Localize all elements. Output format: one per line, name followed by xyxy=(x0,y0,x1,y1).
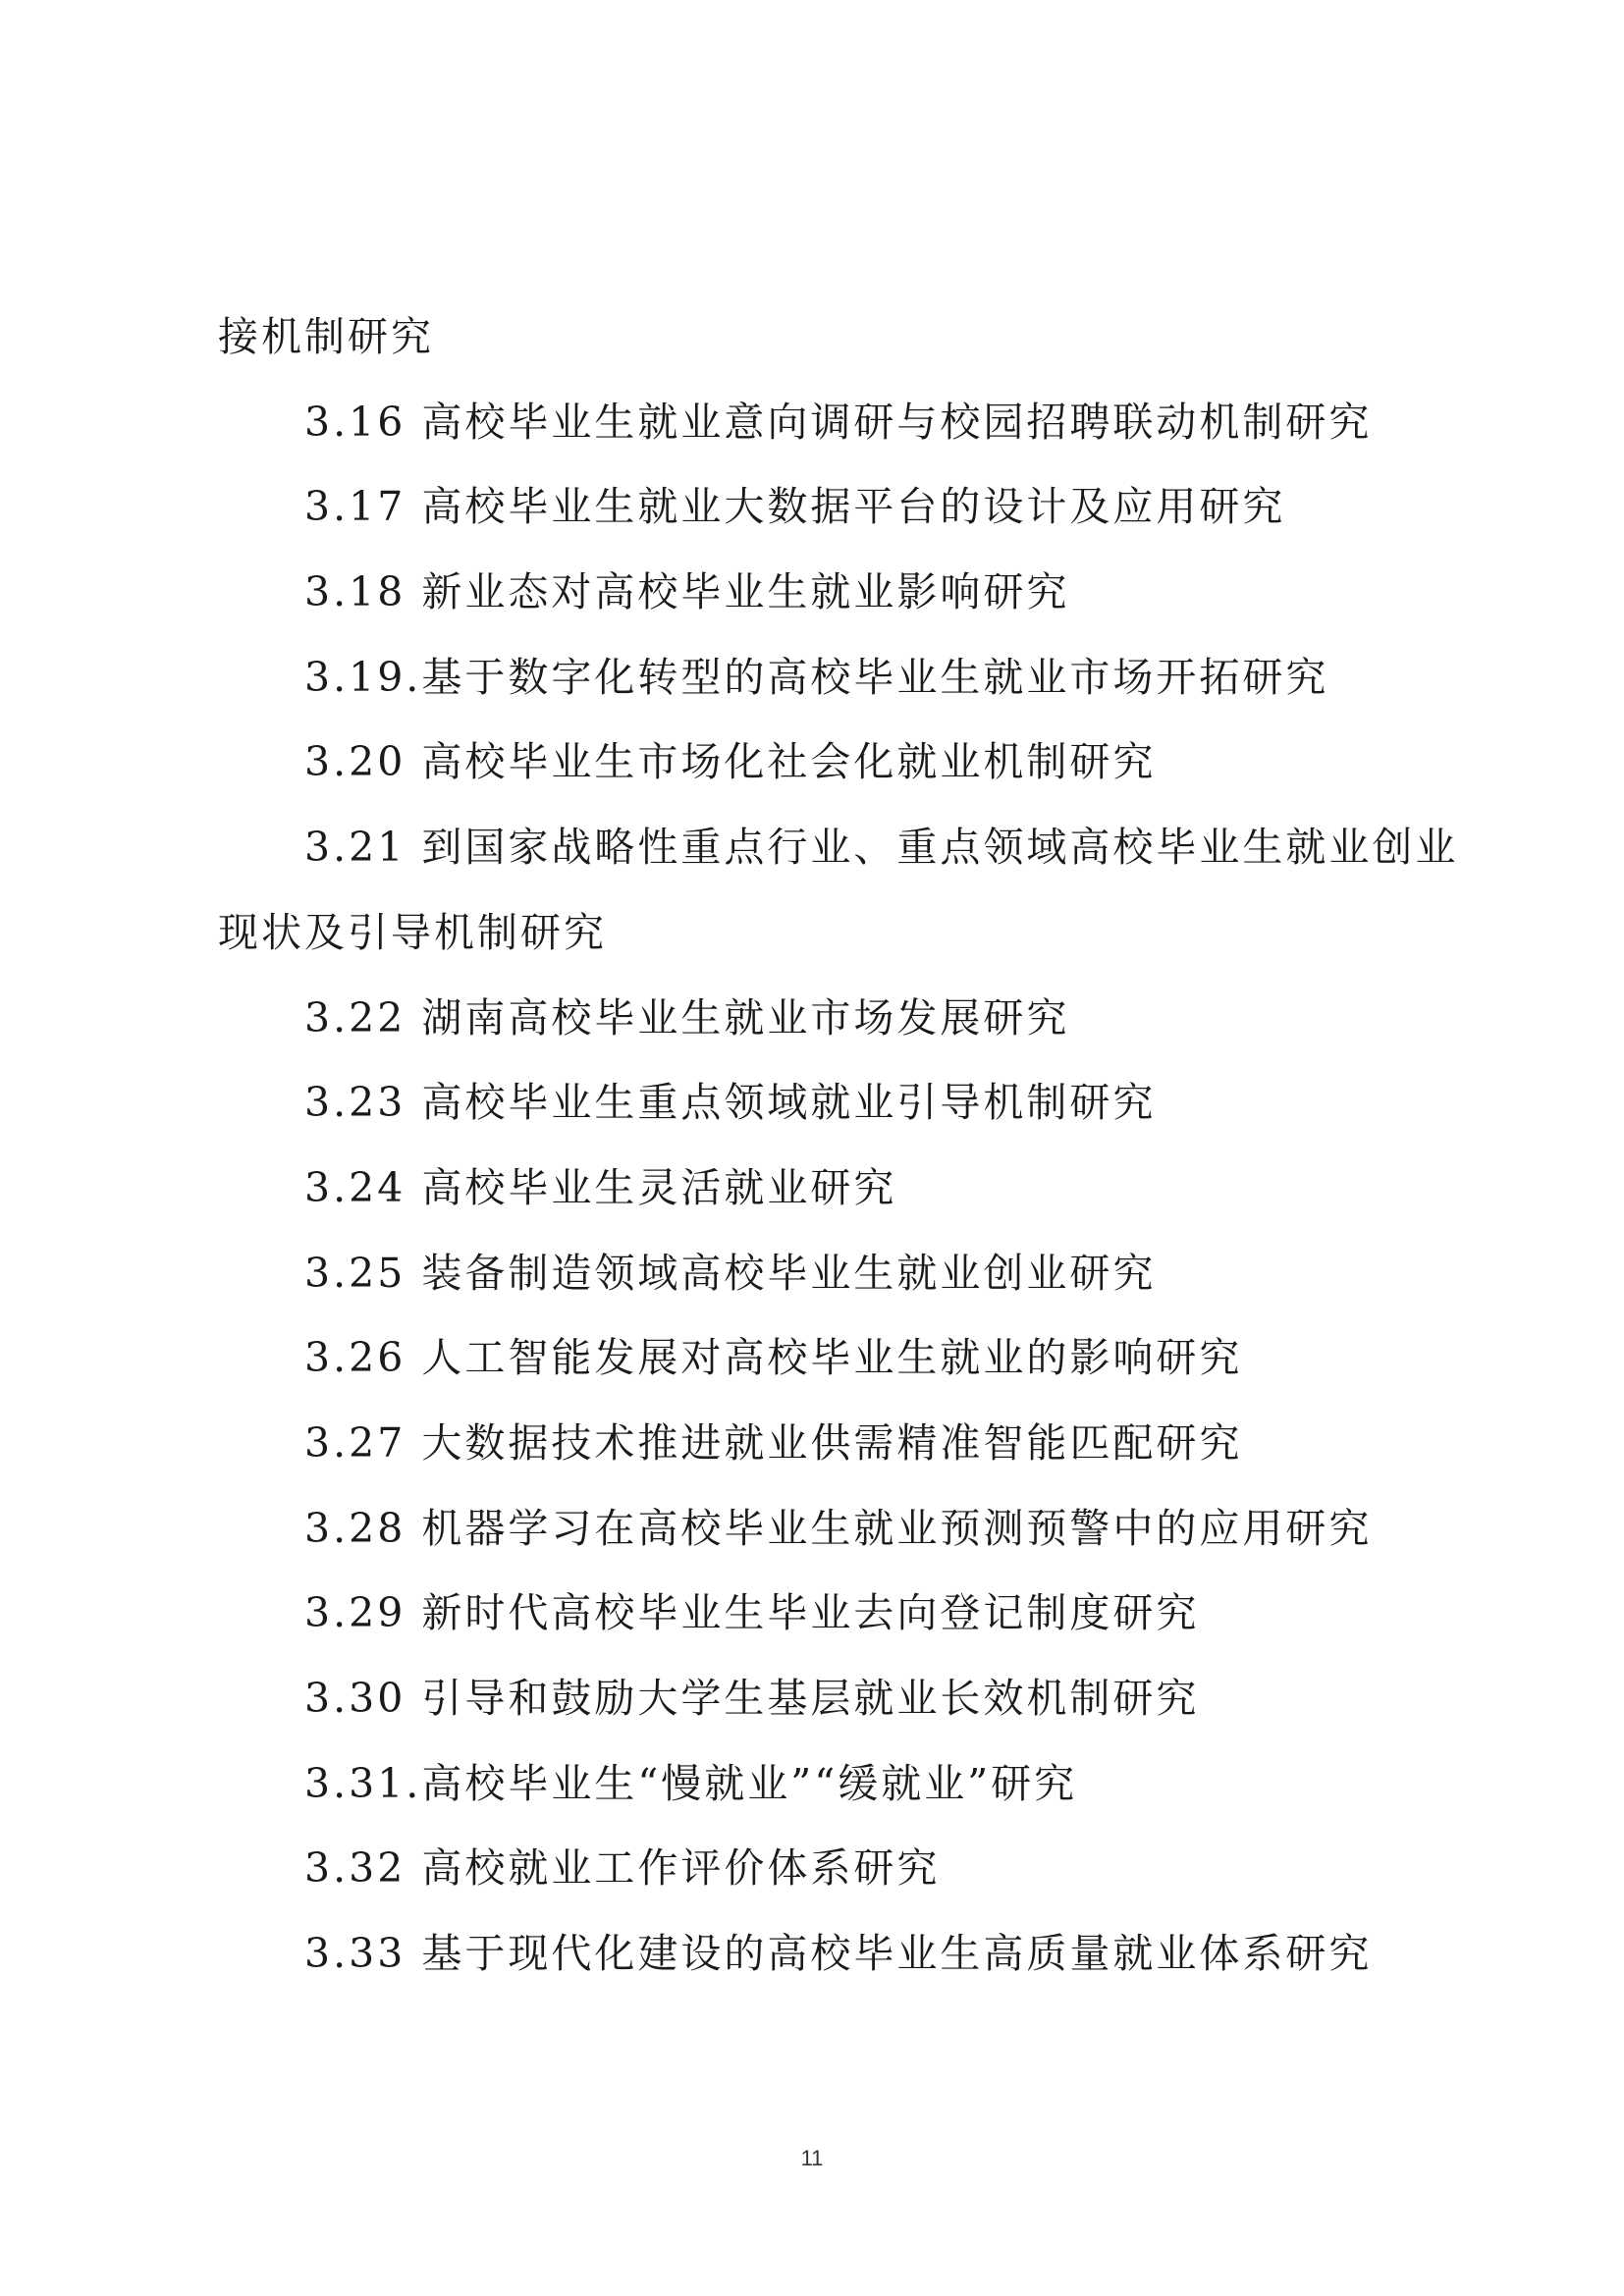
topic-item-3-21: 3.21 到国家战略性重点行业、重点领域高校毕业生就业创业 xyxy=(304,824,1459,872)
topic-list xyxy=(218,294,1459,1997)
topic-item-3-26: 3.26 人工智能发展对高校毕业生就业的影响研究 xyxy=(304,1334,1243,1382)
continuation-line: 接机制研究 xyxy=(218,313,434,360)
topic-item-3-16: 3.16 高校毕业生就业意向调研与校园招聘联动机制研究 xyxy=(304,398,1373,446)
page-number: 11 xyxy=(800,2146,824,2170)
topic-item-3-23: 3.23 高校毕业生重点领域就业引导机制研究 xyxy=(304,1079,1157,1127)
topic-item-3-19: 3.19.基于数字化转型的高校毕业生就业市场开拓研究 xyxy=(304,653,1329,701)
topic-item-3-32: 3.32 高校就业工作评价体系研究 xyxy=(304,1844,941,1893)
topic-item-3-28: 3.28 机器学习在高校毕业生就业预测预警中的应用研究 xyxy=(304,1504,1373,1552)
topic-item-3-17: 3.17 高校毕业生就业大数据平台的设计及应用研究 xyxy=(304,483,1286,531)
topic-item-3-27: 3.27 大数据技术推进就业供需精准智能匹配研究 xyxy=(304,1418,1243,1467)
topic-item-3-29: 3.29 新时代高校毕业生毕业去向登记制度研究 xyxy=(304,1589,1200,1637)
topic-item-3-24: 3.24 高校毕业生灵活就业研究 xyxy=(304,1163,897,1211)
topic-item-3-25: 3.25 装备制造领域高校毕业生就业创业研究 xyxy=(304,1249,1157,1297)
topic-item-3-21-continuation: 现状及引导机制研究 xyxy=(218,908,607,956)
topic-item-3-30: 3.30 引导和鼓励大学生基层就业长效机制研究 xyxy=(304,1675,1200,1722)
topic-item-3-33: 3.33 基于现代化建设的高校毕业生高质量就业体系研究 xyxy=(304,1930,1373,1978)
topic-item-3-18: 3.18 新业态对高校毕业生就业影响研究 xyxy=(304,568,1070,616)
topic-item-3-20: 3.20 高校毕业生市场化社会化就业机制研究 xyxy=(304,738,1157,786)
topic-item-3-31: 3.31.高校毕业生“慢就业”“缓就业”研究 xyxy=(304,1759,1078,1807)
topic-item-3-22: 3.22 湖南高校毕业生就业市场发展研究 xyxy=(304,993,1070,1041)
